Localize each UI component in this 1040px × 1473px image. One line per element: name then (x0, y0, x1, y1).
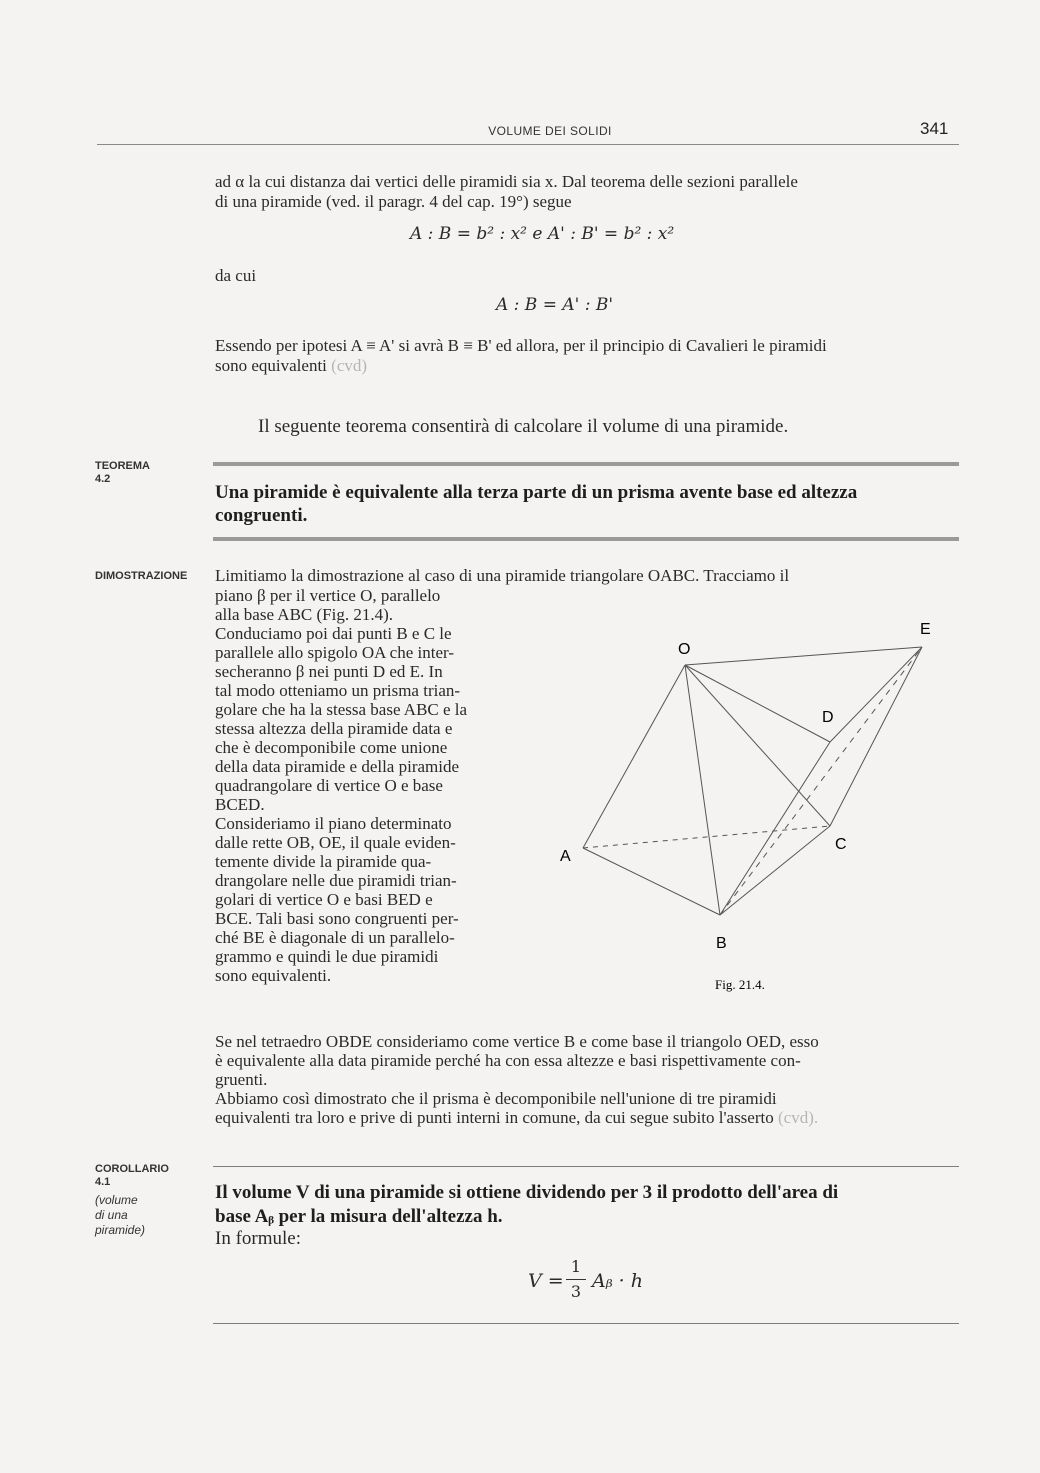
vertex-label-A: A (560, 848, 571, 865)
edge-DE (830, 647, 922, 742)
corollary-top-rule (213, 1166, 959, 1167)
vertex-label-B: B (716, 935, 727, 952)
proof-line: quadrangolare di vertice O e base (215, 776, 443, 795)
proof-line: secheranno β nei punti D ed E. In (215, 662, 443, 681)
lead-sentence: Il seguente teorema consentirà di calcolare il volume di una piramide. (258, 416, 789, 437)
theorem-label-text: TEOREMA (95, 460, 150, 472)
proof-line: che è decomponibile come unione (215, 738, 448, 757)
proof-line: grammo e quindi le due piramidi (215, 947, 439, 966)
edge-BC (720, 826, 830, 915)
pyramid-figure (550, 600, 970, 1010)
proof-line: Conduciamo poi dai punti B e C le (215, 624, 452, 643)
intro-line-3: Essendo per ipotesi A ≡ A' si avrà B ≡ B' ed allora, per il principio di Cavalieri le piramidi (215, 336, 827, 355)
proof-line: della data piramide e della piramide (215, 757, 460, 776)
proof-line: dalle rette OB, OE, il quale eviden- (215, 833, 456, 852)
edge-OE (685, 647, 922, 665)
edge-OD (685, 665, 830, 742)
proof-line-text: equivalenti tra loro e prive di punti interni in comune, da cui segue subito l'asserto (215, 1108, 774, 1127)
in-formule-text: In formule: (215, 1228, 302, 1249)
formula-proportions: A : B = b² : x² e A' : B' = b² : x² (410, 224, 675, 244)
proof-line-last (215, 1108, 960, 1127)
theorem-label (95, 460, 150, 486)
volume-formula-lhs: V = (528, 1270, 564, 1292)
da-cui-text: da cui (215, 266, 257, 285)
fraction-numerator: 1 (570, 1257, 582, 1276)
proof-narrow-block (215, 586, 535, 985)
page-number: 341 (920, 119, 949, 138)
header-rule (97, 144, 959, 145)
edge-DB (720, 742, 830, 915)
vertex-label-O: O (678, 641, 691, 658)
corollary-label (95, 1163, 169, 1189)
proof-line: tal modo otteniamo un prisma trian- (215, 681, 461, 700)
proof-label: DIMOSTRAZIONE (95, 570, 188, 582)
corollary-line-1: Il volume V di una piramide si ottiene dividendo per 3 il prodotto dell'area di (215, 1182, 839, 1203)
edge-BE-hidden (720, 647, 922, 915)
proof-line: gruenti. (215, 1070, 268, 1089)
edge-AB (583, 848, 720, 915)
theorem-bottom-rule (213, 537, 959, 541)
fraction-bar (566, 1279, 586, 1280)
proof-line: sono equivalenti. (215, 966, 332, 985)
proof-line: Se nel tetraedro OBDE consideriamo come vertice B e come base il triangolo OED, esso (215, 1032, 819, 1051)
figure-caption: Fig. 21.4. (715, 977, 765, 992)
proof-line: BCE. Tali basi sono congruenti per- (215, 909, 459, 928)
corollary-sub-line: di una (95, 1208, 128, 1222)
vertex-label-E: E (920, 621, 931, 638)
corollary-subtitle (95, 1193, 145, 1238)
volume-formula-rhs: Aᵦ · h (592, 1270, 643, 1292)
fraction-denominator: 3 (570, 1282, 582, 1301)
theorem-number: 4.2 (95, 473, 111, 485)
proof-line: BCED. (215, 795, 265, 814)
corollary-number: 4.1 (95, 1176, 111, 1188)
intro-line-4 (215, 356, 367, 375)
proof-line: alla base ABC (Fig. 21.4). (215, 605, 394, 624)
corollary-line-2: base Aᵦ per la misura dell'altezza h. (215, 1206, 503, 1227)
edge-CE (830, 647, 922, 826)
proof-line: temente divide la piramide qua- (215, 852, 432, 871)
theorem-top-rule (213, 462, 959, 466)
theorem-line-1: Una piramide è equivalente alla terza parte di un prisma avente base ed altezza (215, 482, 858, 503)
intro-line-1: ad α la cui distanza dai vertici delle piramidi sia x. Dal teorema delle sezioni parallele (215, 172, 798, 191)
proof-line: golari di vertice O e basi BED e (215, 890, 433, 909)
corollary-sub-line: piramide) (95, 1223, 146, 1237)
proof-line: golare che ha la stessa base ABC e la (215, 700, 468, 719)
corollary-sub-line: (volume (95, 1193, 138, 1207)
proof-line: Abbiamo così dimostrato che il prisma è decomponibile nell'unione di tre piramidi (215, 1089, 777, 1108)
intro-line-4-text: sono equivalenti (215, 356, 327, 375)
proof-line: è equivalente alla data piramide perché ha con essa altezze e basi rispettivamente con- (215, 1051, 801, 1070)
edge-OB (685, 665, 720, 915)
running-header: VOLUME DEI SOLIDI (488, 124, 612, 138)
proof-line: drangolare nelle due piramidi trian- (215, 871, 457, 890)
cvd-mark: (cvd) (331, 356, 368, 375)
cvd-mark: (cvd). (777, 1108, 819, 1127)
edge-OA (583, 665, 685, 848)
proof-wide-block (215, 1032, 960, 1127)
formula-equality: A : B = A' : B' (496, 295, 614, 315)
vertex-label-C: C (835, 836, 847, 853)
intro-line-2: di una piramide (ved. il paragr. 4 del cap. 19°) segue (215, 192, 572, 211)
proof-line: Consideriamo il piano determinato (215, 814, 452, 833)
theorem-line-2: congruenti. (215, 505, 308, 526)
vertex-label-D: D (822, 709, 834, 726)
edge-OC (685, 665, 830, 826)
proof-line: stessa altezza della piramide data e (215, 719, 453, 738)
corollary-bottom-rule (213, 1323, 959, 1324)
corollary-label-text: COROLLARIO (95, 1163, 169, 1175)
edge-AC-hidden (583, 826, 830, 848)
proof-line: ché BE è diagonale di un parallelo- (215, 928, 455, 947)
proof-first-line: Limitiamo la dimostrazione al caso di una piramide triangolare OABC. Tracciamo il (215, 566, 790, 585)
proof-line: parallele allo spigolo OA che inter- (215, 643, 454, 662)
proof-line: piano β per il vertice O, parallelo (215, 586, 441, 605)
